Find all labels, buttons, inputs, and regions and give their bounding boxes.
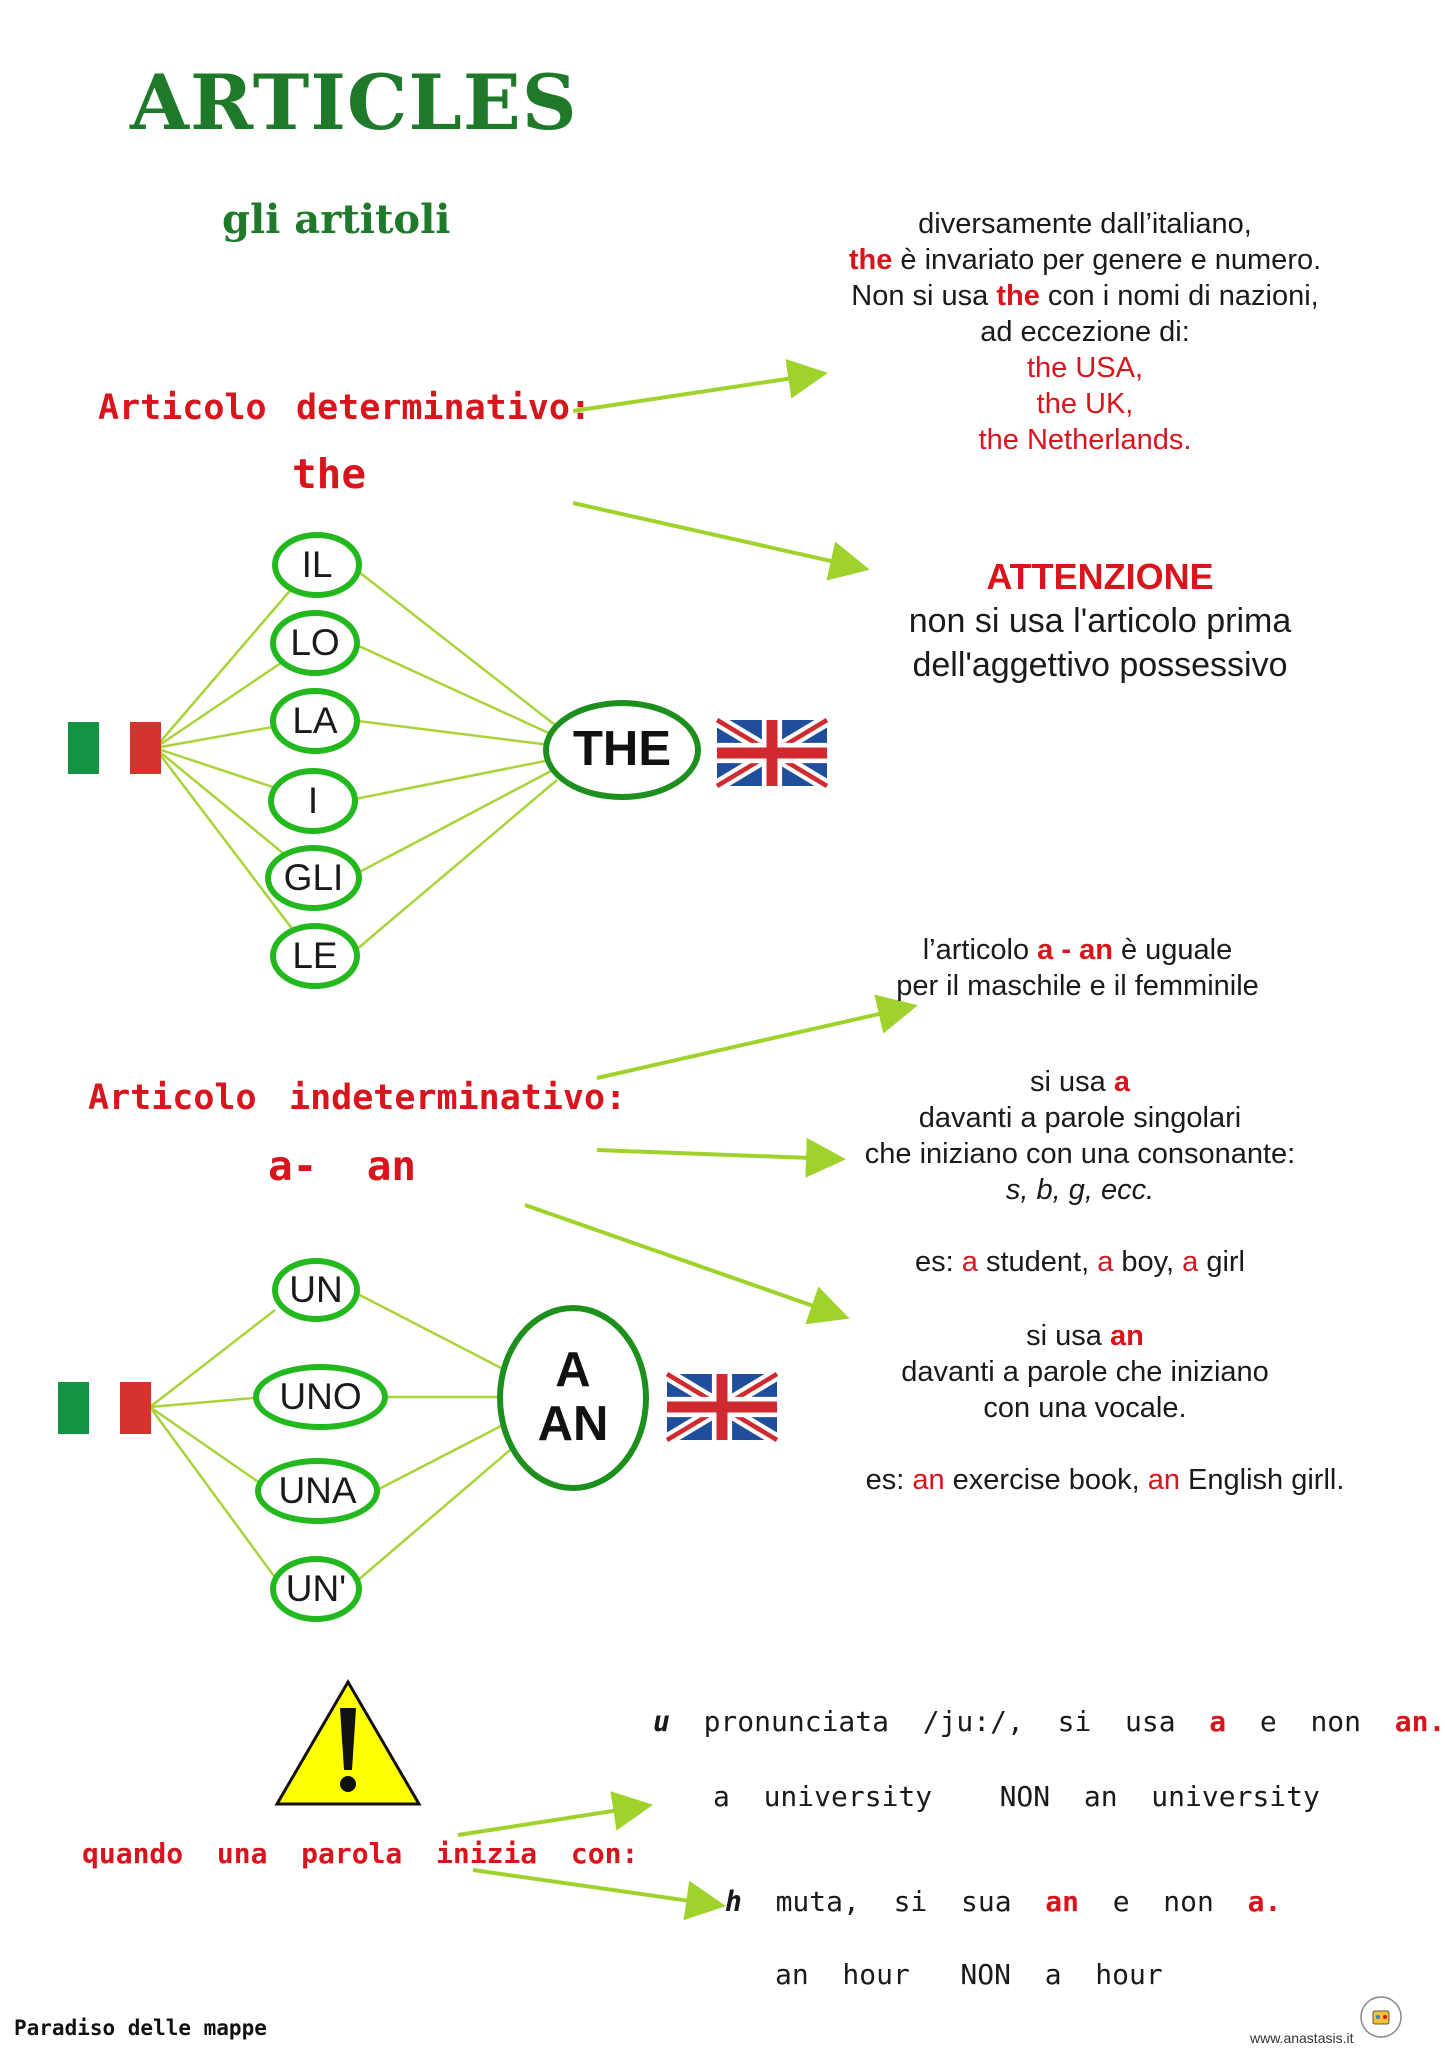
highlight-a: a. xyxy=(1247,1885,1282,1918)
bubble-the: THE xyxy=(543,700,701,800)
definite-note-invariable xyxy=(820,206,1350,458)
note-text: e non xyxy=(1079,1885,1248,1918)
note-text: exercise book, xyxy=(944,1464,1148,1496)
bubble-uno: UNO xyxy=(253,1364,388,1430)
note-text: e non xyxy=(1226,1705,1395,1738)
note-line: con una vocale. xyxy=(983,1392,1187,1424)
note-line: davanti a parole singolari xyxy=(918,1102,1242,1134)
note-text: l’articolo xyxy=(922,934,1038,966)
highlight-a-an: a - an xyxy=(1037,934,1113,966)
note-text: boy, xyxy=(1113,1246,1183,1278)
note-line: per il maschile e il femminile xyxy=(896,970,1259,1002)
note-text: es: xyxy=(915,1246,962,1278)
example-h: an hour NON a hour xyxy=(775,1958,1163,1991)
bubble-a-an xyxy=(497,1305,649,1491)
note-text: è uguale xyxy=(1112,934,1233,966)
definite-label-type: determinativo: xyxy=(296,388,592,428)
note-line: s, b, g, ecc. xyxy=(1005,1174,1155,1206)
note-line: che iniziano con una consonante: xyxy=(864,1138,1296,1170)
rule-h xyxy=(725,1885,1281,1918)
highlight-the: the xyxy=(848,244,893,276)
bubble-lo: LO xyxy=(270,610,360,676)
exception-usa: the USA, xyxy=(1026,352,1144,384)
highlight-a: a xyxy=(961,1246,978,1278)
page-subtitle: gli artitoli xyxy=(222,196,451,243)
bubble-la: LA xyxy=(270,688,360,754)
example-u: a university NON an university xyxy=(713,1780,1320,1813)
italian-flag xyxy=(68,722,161,774)
note-line: ad eccezione di: xyxy=(980,316,1190,348)
note-text: muta, si sua xyxy=(741,1885,1046,1918)
bubble-a: A xyxy=(555,1343,591,1398)
definite-note-attention xyxy=(850,555,1350,687)
indefinite-example-vowel xyxy=(840,1462,1370,1498)
definite-label-articolo: Articolo xyxy=(98,388,267,428)
uk-flag xyxy=(716,720,828,786)
indefinite-label-type: indeterminativo: xyxy=(289,1078,627,1118)
note-text: si usa xyxy=(1030,1066,1114,1098)
note-line xyxy=(845,932,1310,968)
note-line: diversamente dall’italiano, xyxy=(918,208,1252,240)
bubble-le: LE xyxy=(270,923,360,989)
uk-flag xyxy=(666,1374,778,1440)
letter-u: u xyxy=(653,1705,670,1738)
bubble-i: I xyxy=(268,768,358,834)
note-text: è invariato per genere e numero. xyxy=(892,244,1322,276)
note-line xyxy=(835,1318,1335,1354)
indefinite-connectors xyxy=(150,1290,510,1587)
indefinite-english-article: a- an xyxy=(268,1142,417,1190)
highlight-an: an xyxy=(1045,1885,1080,1918)
note-text: si usa xyxy=(1026,1320,1110,1352)
indefinite-label-articolo: Articolo xyxy=(88,1078,257,1118)
indefinite-note-consonant xyxy=(820,1064,1340,1208)
note-line: davanti a parole che iniziano xyxy=(901,1356,1269,1388)
definite-connectors xyxy=(155,565,557,955)
note-text: student, xyxy=(977,1246,1098,1278)
exception-netherlands: the Netherlands. xyxy=(978,424,1192,456)
note-text: Non si usa xyxy=(851,280,997,312)
attention-heading: ATTENZIONE xyxy=(986,556,1214,597)
highlight-an: an xyxy=(1109,1320,1144,1352)
indefinite-example-consonant xyxy=(820,1244,1340,1280)
highlight-the: the xyxy=(996,280,1040,312)
highlight-a: a xyxy=(1097,1246,1114,1278)
note-text: es: xyxy=(865,1464,913,1496)
highlight-an: an. xyxy=(1394,1705,1445,1738)
italian-flag xyxy=(58,1382,151,1434)
exception-uk: the UK, xyxy=(1036,388,1134,420)
bubble-gli: GLI xyxy=(265,845,362,911)
indefinite-note-gender xyxy=(845,932,1310,1004)
note-text: girl xyxy=(1198,1246,1245,1278)
note-line xyxy=(820,242,1350,278)
bubble-un: UN xyxy=(272,1258,360,1322)
note-text: English girll. xyxy=(1179,1464,1345,1496)
footer-website: www.anastasis.it xyxy=(1250,2030,1354,2046)
note-text: pronunciata /ju:/, si usa xyxy=(669,1705,1210,1738)
warning-label: quando una parola inizia con: xyxy=(82,1837,639,1870)
highlight-an: an xyxy=(1147,1464,1180,1496)
supermappe-logo-icon xyxy=(1358,1994,1404,2040)
bubble-an: AN xyxy=(537,1397,609,1451)
note-line: non si usa l'articolo prima xyxy=(908,602,1292,640)
highlight-a: a xyxy=(1182,1246,1199,1278)
bubble-un-apostrophe: UN' xyxy=(270,1556,362,1622)
note-line xyxy=(820,1064,1340,1100)
note-text: con i nomi di nazioni, xyxy=(1039,280,1319,312)
highlight-a: a xyxy=(1113,1066,1130,1098)
highlight-a: a xyxy=(1209,1705,1227,1738)
bubble-il: IL xyxy=(272,532,362,598)
footer-credit: Paradiso delle mappe xyxy=(14,2016,267,2040)
letter-h: h xyxy=(725,1885,742,1918)
highlight-an: an xyxy=(912,1464,945,1496)
definite-english-article: the xyxy=(292,450,367,498)
note-line xyxy=(820,278,1350,314)
warning-icon xyxy=(273,1678,423,1808)
page-title: ARTICLES xyxy=(130,58,578,147)
bubble-una: UNA xyxy=(255,1458,380,1524)
note-line: dell'aggettivo possessivo xyxy=(912,646,1288,684)
indefinite-note-vowel xyxy=(835,1318,1335,1426)
rule-u xyxy=(653,1705,1445,1738)
